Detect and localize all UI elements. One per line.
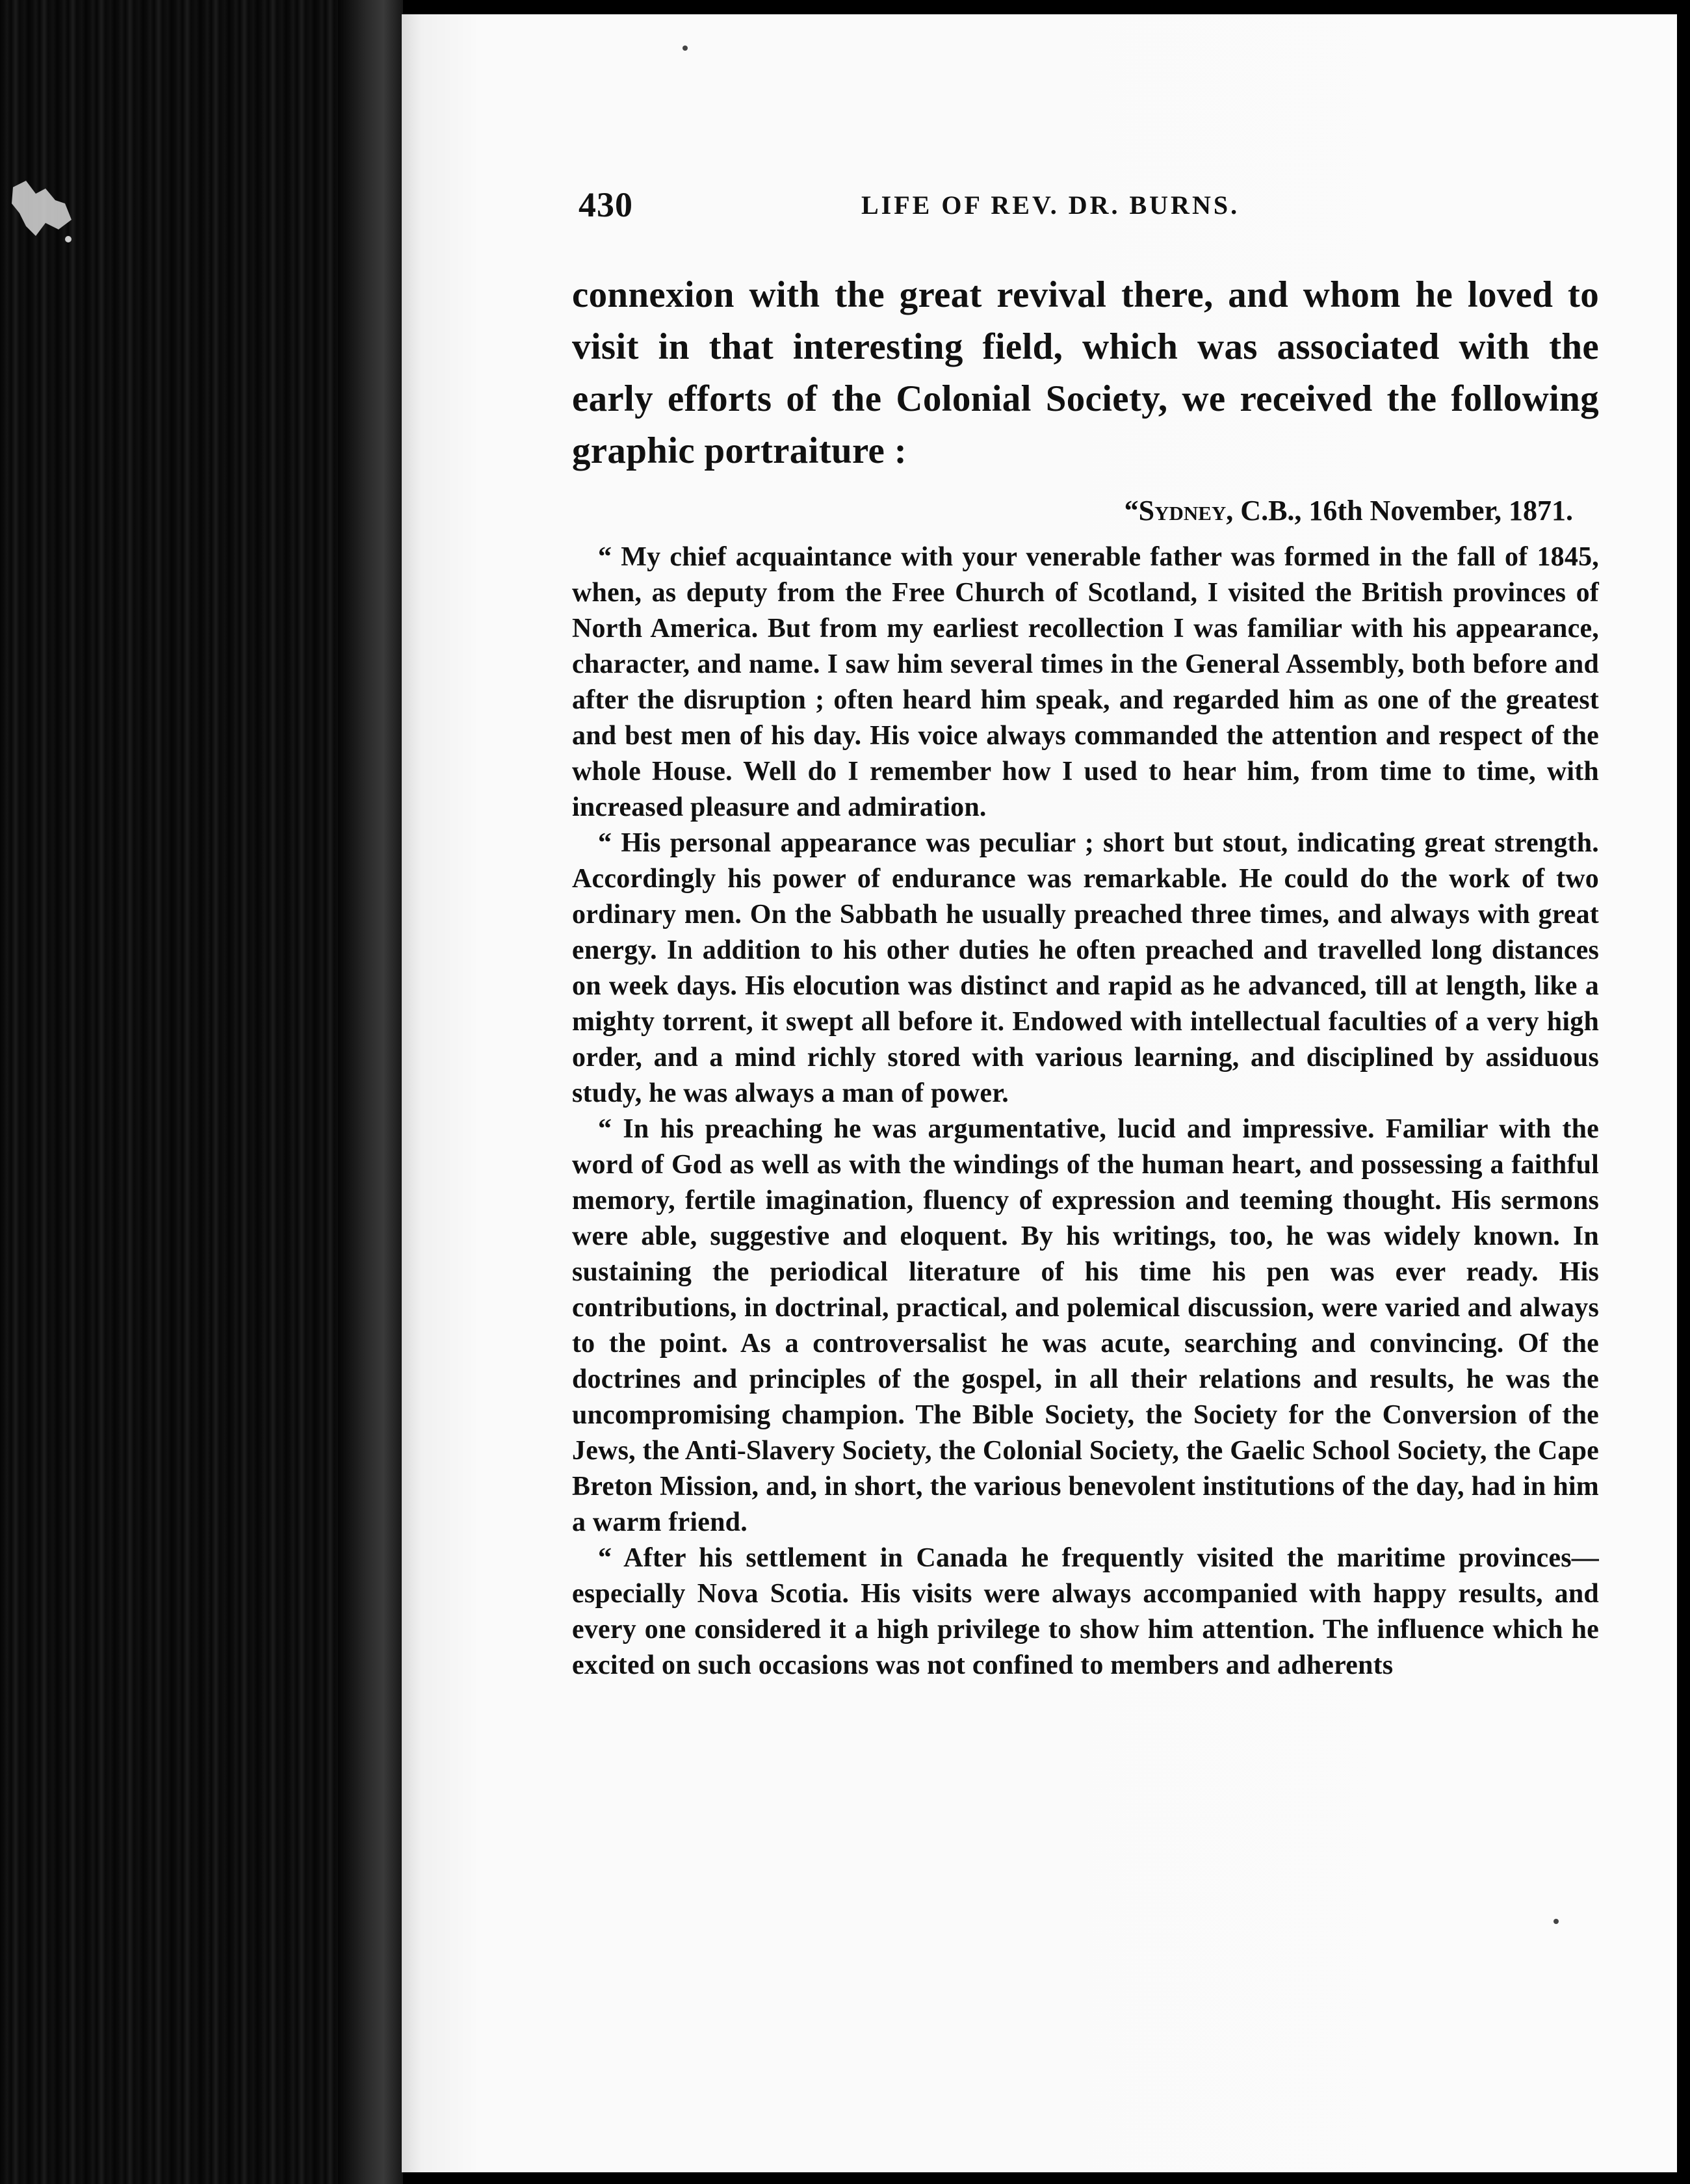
dateline-place: Sydney xyxy=(1138,495,1227,526)
dateline-quote: “ xyxy=(1124,495,1139,526)
dust-speck-mark xyxy=(6,174,78,246)
letter-paragraph: “ His personal appearance was peculiar ; short but stout, indicating great strength. Accordingly his power of endurance was remarkable. He could do the work of two ordinary men. On the Sabbath he usually preached three times, and always with great energy. In addition to his other duties he often preached and travelled long distances on week days. His elocution was distinct and rapid as he advanced, till at length, like a mighty torrent, it swept all before it. Endowed with intellectual faculties of a very high order, and a mind richly stored with various learning, and disciplined by assiduous study, he was always a man of power. xyxy=(572,828,1599,1108)
letter-paragraph: “ My chief acquaintance with your venerable father was formed in the fall of 1845, when, as deputy from the Free Church of Scotland, I visited the British provinces of North America. But from my earliest recollection I was familiar with his appearance, character, and name. I saw him several times in the General Assembly, both before and after the disruption ; often heard him speak, and regarded him as one of the greatest and best men of his day. His voice always commanded the attention and respect of the whole House. Well do I remember how I used to hear him, from time to time, with increased pleasure and admiration. xyxy=(572,542,1599,822)
letter-paragraph: “ After his settlement in Canada he frequently visited the maritime provinces—especially Nova Scotia. His visits were always accompanied with happy results, and every one considered it a high privilege to show him attention. The influence which he excited on such occasions was not confined to members and adherents xyxy=(572,1543,1599,1680)
print-speck xyxy=(682,46,688,51)
letter-dateline xyxy=(572,491,1599,530)
letter-paragraph: “ In his preaching he was argumentative, lucid and impressive. Familiar with the word of God as well as with the windings of the human heart, and possessing a faithful memory, fertile imagination, fluency of expression and teeming thought. His sermons were able, suggestive and eloquent. By his writings, too, he was widely known. In sustaining the periodical literature of his time his pen was ever ready. His contributions, in doctrinal, practical, and polemical discussion, were varied and always to the point. As a controversalist he was acute, searching and convincing. Of the doctrines and principles of the gospel, in all their relations and results, he was the uncompromising champion. The Bible Society, the Society for the Conversion of the Jews, the Anti-Slavery Society, the Colonial Society, the Gaelic School Society, the Cape Breton Mission, and, in short, the various benevolent institutions of the day, had in him a warm friend. xyxy=(572,1114,1599,1537)
page-body xyxy=(572,269,1599,1684)
book-page xyxy=(402,14,1677,2172)
intro-paragraph: connexion with the great revival there, and whom he loved to visit in that interesting field, which was associated with the early efforts of the Colonial Society, we received the following graphic portraiture : xyxy=(572,274,1599,471)
page-header xyxy=(578,185,1690,237)
dateline-date: , C.B., 16th November, 1871. xyxy=(1226,495,1573,526)
running-head: LIFE OF REV. DR. BURNS. xyxy=(861,190,1240,220)
print-speck xyxy=(1554,1919,1559,1924)
page-number: 430 xyxy=(578,185,633,224)
page-gutter-edge xyxy=(338,0,403,2184)
